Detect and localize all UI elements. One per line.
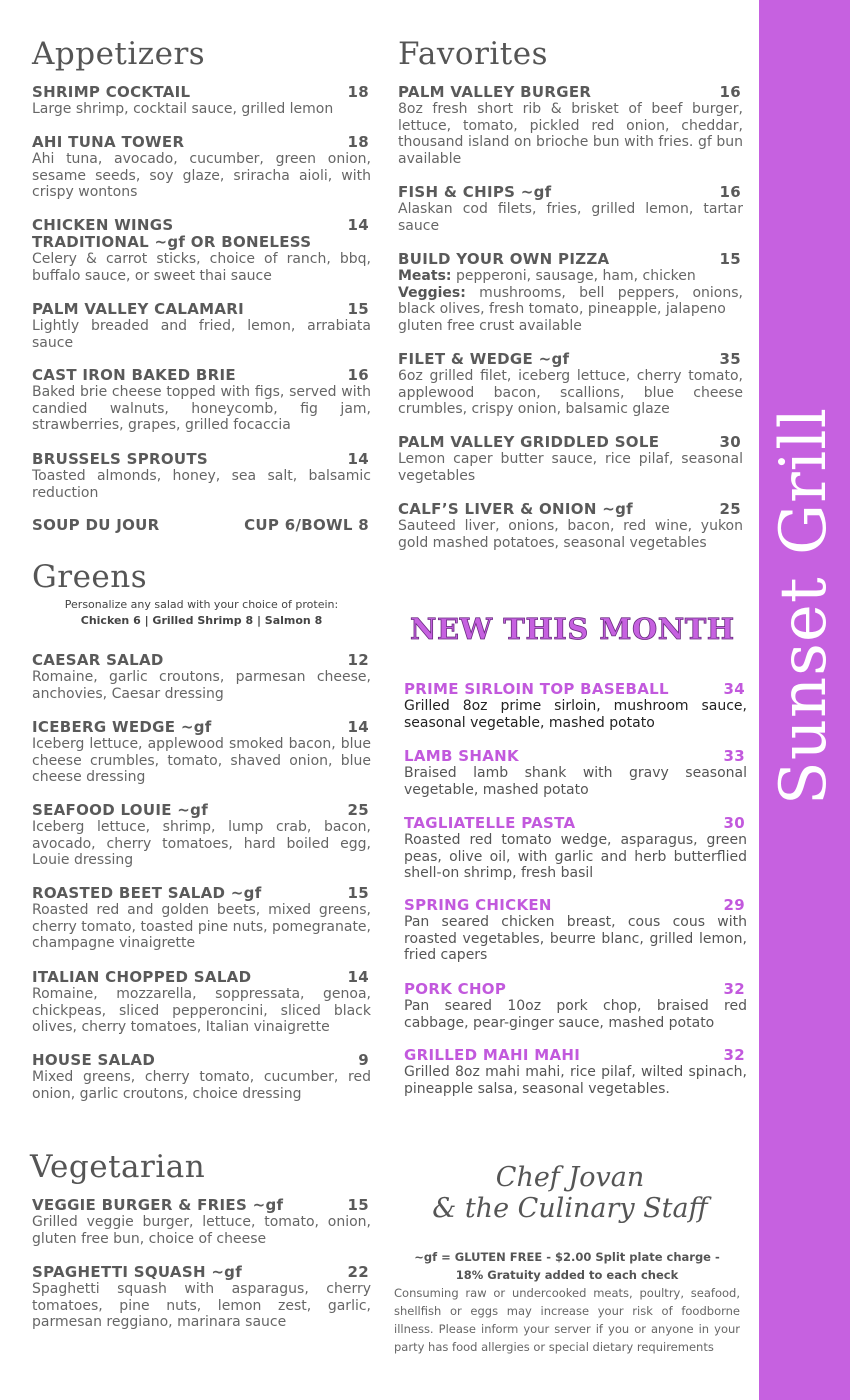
item-name: PORK CHOP: [404, 980, 507, 998]
chef-signature: [400, 1162, 740, 1224]
item-price: 25: [719, 500, 741, 518]
item-description: Grilled veggie burger, lettuce, tomato, onion, gluten free bun, choice of cheese: [32, 1214, 371, 1247]
item-price: 22: [347, 1263, 369, 1281]
menu-item: [404, 815, 747, 882]
item-description: Grilled 8oz mahi mahi, rice pilaf, wilted spinach, pineapple salsa, seasonal vegetables.: [404, 1064, 747, 1097]
menu-item: [32, 802, 371, 869]
gluten-free-note: gluten free crust available: [398, 318, 582, 335]
veggies-list: mushrooms, bell peppers, onions, black olives, fresh tomato, pineapple, jalapeno: [398, 284, 743, 318]
menu-item: [32, 719, 371, 786]
menu-item: [32, 451, 371, 501]
meats-list: pepperoni, sausage, ham, chicken: [451, 268, 696, 284]
menu-item: [32, 134, 371, 201]
item-description: Roasted red and golden beets, mixed greens, cherry tomato, toasted pine nuts, pomegranate, champagne vinaigrette: [32, 902, 371, 952]
menu-item: [32, 517, 371, 534]
veggies-label: Veggies:: [398, 284, 466, 301]
gratuity-note: 18% Gratuity added to each check: [455, 1268, 679, 1282]
item-price: 14: [347, 216, 369, 234]
item-subname: TRADITIONAL ~gf OR BONELESS: [32, 233, 312, 251]
menu-item: [398, 434, 743, 484]
item-name: SHRIMP COCKTAIL: [32, 83, 191, 101]
menu-item: [404, 1047, 747, 1097]
item-description: Pan seared chicken breast, cous cous with roasted vegetables, beurre blanc, grilled lemon, fried capers: [404, 914, 747, 964]
greens-heading: Greens: [32, 559, 148, 595]
item-price: 32: [723, 1046, 745, 1064]
item-name: CHICKEN WINGS: [32, 216, 174, 234]
item-name: TAGLIATELLE PASTA: [404, 814, 576, 832]
menu-item: [404, 681, 747, 731]
item-price: 18: [347, 83, 369, 101]
item-name: ITALIAN CHOPPED SALAD: [32, 968, 252, 986]
meats-label: Meats:: [398, 268, 452, 284]
item-name: AHI TUNA TOWER: [32, 133, 185, 151]
item-name: PALM VALLEY CALAMARI: [32, 300, 245, 318]
item-price: 16: [719, 83, 741, 101]
item-description: Romaine, mozzarella, soppressata, genoa, chickpeas, sliced pepperoncini, sliced black olives, cherry tomatoes, Italian vinaigrette: [32, 986, 371, 1036]
new-this-month-heading: NEW THIS MONTH: [410, 612, 735, 646]
item-name: PRIME SIRLOIN TOP BASEBALL: [404, 680, 669, 698]
item-name: HOUSE SALAD: [32, 1051, 156, 1069]
item-price: 16: [719, 183, 741, 201]
menu-item: [32, 367, 371, 434]
food-safety-disclaimer: Consuming raw or undercooked meats, poultry, seafood, shellfish or eggs may increase your risk of foodborne illness. Please inform your server if you or anyone in your party has food allergies or special dietary requirements: [394, 1286, 740, 1354]
item-price: CUP 6/BOWL 8: [244, 516, 369, 534]
item-price: 15: [347, 1196, 369, 1214]
menu-item: [32, 652, 371, 702]
protein-note: [32, 597, 371, 629]
menu-item: [398, 501, 743, 551]
item-name: CALF’S LIVER & ONION ~gf: [398, 500, 633, 518]
item-name: VEGGIE BURGER & FRIES ~gf: [32, 1196, 284, 1214]
item-name: LAMB SHANK: [404, 747, 519, 765]
item-price: 33: [723, 747, 745, 765]
item-description: Iceberg lettuce, applewood smoked bacon, blue cheese crumbles, tomato, shaved onion, blue cheese dressing: [32, 736, 371, 786]
item-description: Ahi tuna, avocado, cucumber, green onion, sesame seeds, soy glaze, sriracha aioli, with crispy wontons: [32, 151, 371, 201]
item-description: Grilled 8oz prime sirloin, mushroom sauce, seasonal vegetable, mashed potato: [404, 698, 747, 731]
menu-item: [32, 969, 371, 1036]
legal-notes: [394, 1248, 740, 1356]
favorites-heading: Favorites: [398, 36, 549, 72]
item-name: GRILLED MAHI MAHI: [404, 1046, 581, 1064]
item-name: FISH & CHIPS ~gf: [398, 183, 552, 201]
menu-item: [32, 885, 371, 952]
item-description: Toasted almonds, honey, sea salt, balsamic reduction: [32, 468, 371, 501]
item-name: CAESAR SALAD: [32, 651, 164, 669]
item-price: 29: [723, 896, 745, 914]
item-description: Iceberg lettuce, shrimp, lump crab, bacon, avocado, cherry tomatoes, hard boiled egg, Louie dressing: [32, 819, 371, 869]
menu-item: [32, 217, 371, 284]
item-price: 14: [347, 450, 369, 468]
item-name: ROASTED BEET SALAD ~gf: [32, 884, 262, 902]
item-name: PALM VALLEY GRIDDLED SOLE: [398, 433, 660, 451]
menu-item: [32, 84, 371, 118]
item-description: Alaskan cod filets, fries, grilled lemon, tartar sauce: [398, 201, 743, 234]
item-description: [398, 268, 743, 335]
item-price: 14: [347, 968, 369, 986]
item-price: 15: [347, 884, 369, 902]
item-description: Baked brie cheese topped with figs, served with candied walnuts, honeycomb, fig jam, strawberries, grapes, grilled focaccia: [32, 384, 371, 434]
item-price: 9: [358, 1051, 369, 1069]
item-price: 34: [723, 680, 745, 698]
menu-item: [32, 1197, 371, 1247]
gluten-free-legend: ~gf = GLUTEN FREE - $2.00 Split plate charge -: [414, 1250, 720, 1264]
item-description: 8oz fresh short rib & brisket of beef burger, lettuce, tomato, pickled red onion, cheddar, thousand island on brioche bun with fries. gf bun available: [398, 101, 743, 168]
item-description: 6oz grilled filet, iceberg lettuce, cherry tomato, applewood bacon, scallions, blue cheese crumbles, crispy onion, balsamic glaze: [398, 368, 743, 418]
appetizers-heading: Appetizers: [32, 36, 206, 72]
item-description: Lemon caper butter sauce, rice pilaf, seasonal vegetables: [398, 451, 743, 484]
menu-item: [404, 748, 747, 798]
item-price: 12: [347, 651, 369, 669]
item-price: 30: [719, 433, 741, 451]
menu-item: [32, 1264, 371, 1331]
chef-line-2: & the Culinary Staff: [432, 1193, 708, 1224]
item-description: Celery & carrot sticks, choice of ranch, bbq, buffalo sauce, or sweet thai sauce: [32, 251, 371, 284]
item-name: FILET & WEDGE ~gf: [398, 350, 570, 368]
item-description: Romaine, garlic croutons, parmesan cheese, anchovies, Caesar dressing: [32, 669, 371, 702]
chef-line-1: Chef Jovan: [495, 1162, 645, 1193]
item-description: Large shrimp, cocktail sauce, grilled lemon: [32, 101, 334, 117]
item-description: Roasted red tomato wedge, asparagus, green peas, olive oil, with garlic and herb butterflied shell-on shrimp, fresh basil: [404, 832, 747, 882]
item-description: Mixed greens, cherry tomato, cucumber, red onion, garlic croutons, choice dressing: [32, 1069, 371, 1102]
item-price: 30: [723, 814, 745, 832]
item-name: BUILD YOUR OWN PIZZA: [398, 250, 610, 268]
item-description: Braised lamb shank with gravy seasonal vegetable, mashed potato: [404, 765, 747, 798]
item-description: Pan seared 10oz pork chop, braised red cabbage, pear-ginger sauce, mashed potato: [404, 998, 747, 1031]
item-name: SEAFOOD LOUIE ~gf: [32, 801, 209, 819]
item-price: 32: [723, 980, 745, 998]
menu-item: [32, 301, 371, 351]
item-description: Spaghetti squash with asparagus, cherry tomatoes, pine nuts, lemon zest, garlic, parmesan reggiano, marinara sauce: [32, 1281, 371, 1331]
item-name: ICEBERG WEDGE ~gf: [32, 718, 212, 736]
protein-options: Chicken 6 | Grilled Shrimp 8 | Salmon 8: [80, 614, 323, 627]
vegetarian-heading: Vegetarian: [30, 1149, 206, 1185]
menu-item: [398, 351, 743, 418]
menu-item: [398, 251, 743, 335]
item-price: 35: [719, 350, 741, 368]
menu-item: [398, 184, 743, 234]
restaurant-name: Sunset Grill: [767, 406, 841, 806]
item-price: 15: [719, 250, 741, 268]
item-price: 15: [347, 300, 369, 318]
item-price: 14: [347, 718, 369, 736]
item-price: 18: [347, 133, 369, 151]
item-name: CAST IRON BAKED BRIE: [32, 366, 236, 384]
item-name: SPAGHETTI SQUASH ~gf: [32, 1263, 243, 1281]
item-description: Lightly breaded and fried, lemon, arrabiata sauce: [32, 318, 371, 351]
item-price: 25: [347, 801, 369, 819]
item-price: 16: [347, 366, 369, 384]
item-description: Sauteed liver, onions, bacon, red wine, yukon gold mashed potatoes, seasonal vegetables: [398, 518, 743, 551]
item-name: SPRING CHICKEN: [404, 896, 552, 914]
item-name: BRUSSELS SPROUTS: [32, 450, 209, 468]
menu-item: [404, 981, 747, 1031]
menu-item: [404, 897, 747, 964]
menu-item: [32, 1052, 371, 1102]
item-name: PALM VALLEY BURGER: [398, 83, 592, 101]
item-name: SOUP DU JOUR: [32, 516, 160, 534]
menu-item: [398, 84, 743, 168]
protein-note-text: Personalize any salad with your choice of protein:: [64, 598, 339, 611]
